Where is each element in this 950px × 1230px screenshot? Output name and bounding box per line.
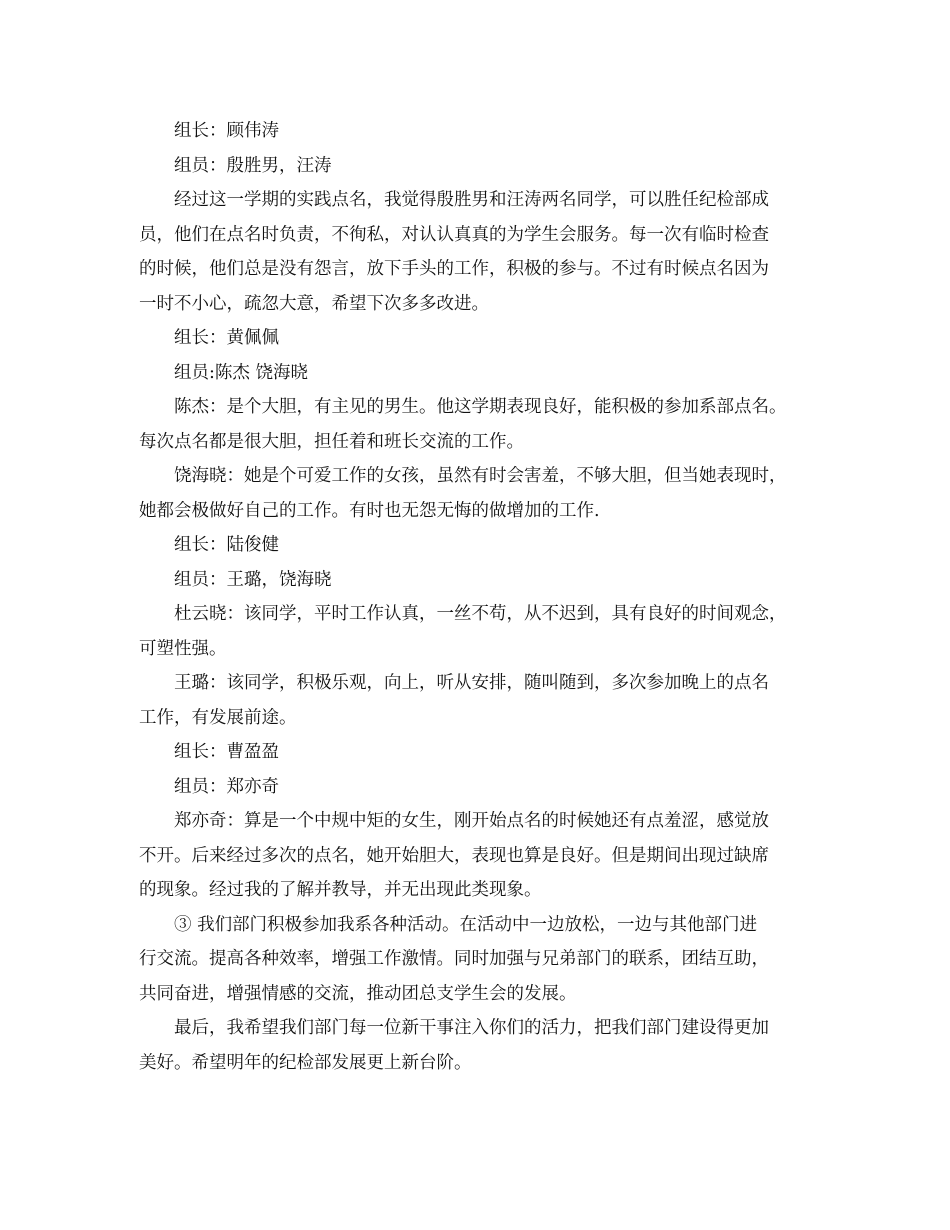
- text-line: 每次点名都是很大胆，担任着和班长交流的工作。: [139, 431, 524, 452]
- text-line: 员，他们在点名时负责，不徇私，对认认真真的为学生会服务。每一次有临时检查: [139, 224, 769, 245]
- text-line: 的时候，他们总是没有怨言，放下手头的工作，积极的参与。不过有时候点名因为: [139, 259, 769, 279]
- paragraph-members-4: [139, 770, 829, 805]
- text-line: 陈杰：是个大胆，有主见的男生。他这学期表现良好，能积极的参加系部点名。: [174, 397, 787, 417]
- paragraph-department-activities: [139, 908, 829, 1012]
- paragraph-members-2: [139, 356, 829, 391]
- text-line: 组长：黄佩佩: [174, 328, 279, 348]
- text-line: ③ 我们部门积极参加我系各种活动。在活动中一边放松，一边与其他部门进: [174, 914, 758, 935]
- paragraph-conclusion: [139, 1011, 829, 1080]
- text-line: 组员：郑亦奇: [174, 776, 279, 797]
- paragraph-leader-4: [139, 735, 829, 770]
- text-line: 组长：顾伟涛: [174, 121, 279, 141]
- paragraph-members-3: [139, 563, 829, 598]
- text-line: 一时不小心，疏忽大意，希望下次多多改进。: [139, 293, 489, 314]
- text-line: 组员:陈杰 饶海晓: [174, 362, 308, 383]
- paragraph-evaluation-1: [139, 183, 829, 321]
- paragraph-evaluation-raohaixiao: [139, 459, 829, 528]
- text-line: 不开。后来经过多次的点名，她开始胆大，表现也算是良好。但是期间出现过缺席: [139, 845, 769, 866]
- text-line: 组长：陆俊健: [174, 535, 279, 555]
- text-line: 她都会极做好自己的工作。有时也无怨无悔的做增加的工作.: [139, 500, 600, 521]
- paragraph-evaluation-duyunxiao: [139, 597, 829, 666]
- paragraph-evaluation-wanglu: [139, 666, 829, 735]
- paragraph-members-1: [139, 149, 829, 184]
- text-line: 共同奋进，增强情感的交流，推动团总支学生会的发展。: [139, 983, 577, 1004]
- paragraph-leader-1: [139, 114, 829, 149]
- text-line: 经过这一学期的实践点名，我觉得殷胜男和汪涛两名同学，可以胜任纪检部成: [174, 190, 769, 210]
- text-line: 王璐：该同学，积极乐观，向上，听从安排，随叫随到，多次参加晚上的点名: [174, 673, 769, 693]
- text-line: 美好。希望明年的纪检部发展更上新台阶。: [139, 1052, 472, 1073]
- text-line: 组员：殷胜男，汪涛: [174, 155, 332, 176]
- text-line: 杜云晓：该同学，平时工作认真，一丝不苟，从不迟到，具有良好的时间观念，: [174, 604, 787, 624]
- text-line: 组长：曹盈盈: [174, 742, 279, 762]
- text-line: 可塑性强。: [139, 638, 227, 659]
- text-line: 工作，有发展前途。: [139, 707, 297, 728]
- text-line: 行交流。提高各种效率，增强工作激情。同时加强与兄弟部门的联系，团结互助，: [139, 949, 769, 969]
- text-line: 的现象。经过我的了解并教导，并无出现此类现象。: [139, 880, 542, 900]
- paragraph-evaluation-chenjie: [139, 390, 829, 459]
- text-line: 郑亦奇：算是一个中规中矩的女生，刚开始点名的时候她还有点羞涩，感觉放: [174, 811, 769, 831]
- text-line: 饶海晓：她是个可爱工作的女孩，虽然有时会害羞，不够大胆，但当她表现时，: [174, 466, 787, 486]
- paragraph-leader-2: [139, 321, 829, 356]
- paragraph-leader-3: [139, 528, 829, 563]
- paragraph-evaluation-zhengyiqi: [139, 804, 829, 908]
- text-line: 组员：王璐，饶海晓: [174, 569, 332, 590]
- text-line: 最后，我希望我们部门每一位新干事注入你们的活力，把我们部门建设得更加: [174, 1018, 769, 1038]
- document-page: [139, 114, 829, 1080]
